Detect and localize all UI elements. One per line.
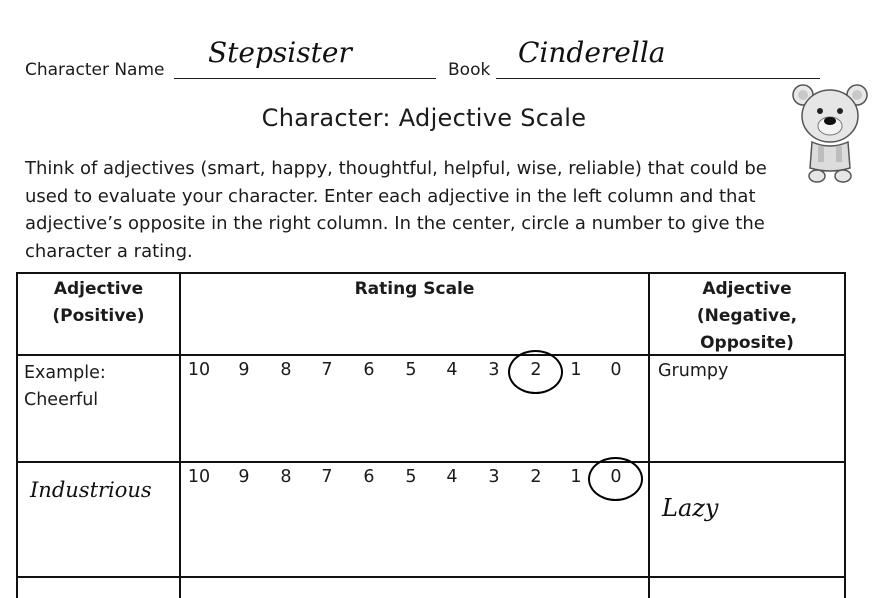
character-name-line	[174, 78, 436, 79]
instructions-text: Think of adjectives (smart, happy, thoughtful, helpful, wise, reliable) that could be used to evaluate your character. Enter each adjective in the left column and that adjective’s opposite in the right column. In the center, circle a number to give the character a rating.	[25, 158, 767, 262]
rating-number-3[interactable]: 3	[488, 360, 500, 380]
rating-number-1[interactable]: 1	[570, 360, 582, 380]
rating-number-2[interactable]: 2	[530, 360, 542, 380]
row1-positive-line1: Example:	[24, 363, 106, 383]
rating-number-3[interactable]: 3	[488, 467, 500, 487]
table-border-top	[16, 272, 846, 274]
row1-positive	[24, 360, 106, 414]
character-name-value[interactable]: Stepsister	[208, 36, 352, 69]
table-divider-bottom	[16, 576, 846, 578]
rating-number-9[interactable]: 9	[238, 467, 250, 487]
rating-number-10[interactable]: 10	[187, 360, 211, 380]
header-positive-line1: Adjective	[53, 279, 144, 299]
character-name-label: Character Name	[25, 60, 165, 80]
book-label: Book	[448, 60, 491, 80]
rating-number-8[interactable]: 8	[280, 360, 292, 380]
rating-circle	[508, 350, 563, 394]
row1-positive-line2: Cheerful	[24, 390, 99, 410]
rating-number-10[interactable]: 10	[187, 467, 211, 487]
table-border-right	[844, 272, 846, 598]
rating-number-0[interactable]: 0	[610, 467, 622, 487]
rating-circle	[588, 457, 643, 501]
rating-number-6[interactable]: 6	[363, 467, 375, 487]
rating-number-6[interactable]: 6	[363, 360, 375, 380]
rating-number-0[interactable]: 0	[610, 360, 622, 380]
header-negative	[650, 276, 844, 357]
header-negative-line2: (Negative,	[696, 306, 798, 326]
rating-number-1[interactable]: 1	[570, 467, 582, 487]
rating-number-5[interactable]: 5	[405, 360, 417, 380]
book-line	[496, 78, 820, 79]
header-negative-line1: Adjective	[702, 279, 792, 299]
rating-number-7[interactable]: 7	[321, 467, 333, 487]
page-title: Character: Adjective Scale	[261, 104, 587, 132]
rating-number-8[interactable]: 8	[280, 467, 292, 487]
row2-negative[interactable]: Lazy	[662, 494, 719, 522]
rating-number-9[interactable]: 9	[238, 360, 250, 380]
header-positive-line2: (Positive)	[52, 306, 145, 326]
header-negative-line3: Opposite)	[700, 333, 794, 353]
table-divider-col1	[179, 272, 181, 598]
rating-number-5[interactable]: 5	[405, 467, 417, 487]
row1-negative: Grumpy	[658, 361, 729, 381]
rating-number-7[interactable]: 7	[321, 360, 333, 380]
rating-number-4[interactable]: 4	[446, 360, 458, 380]
row2-positive[interactable]: Industrious	[30, 478, 152, 502]
book-value[interactable]: Cinderella	[518, 36, 666, 69]
rating-number-4[interactable]: 4	[446, 467, 458, 487]
header-rating-scale: Rating Scale	[354, 279, 475, 299]
table-divider-row	[16, 461, 846, 463]
header-positive	[18, 276, 179, 330]
rating-number-2[interactable]: 2	[530, 467, 542, 487]
